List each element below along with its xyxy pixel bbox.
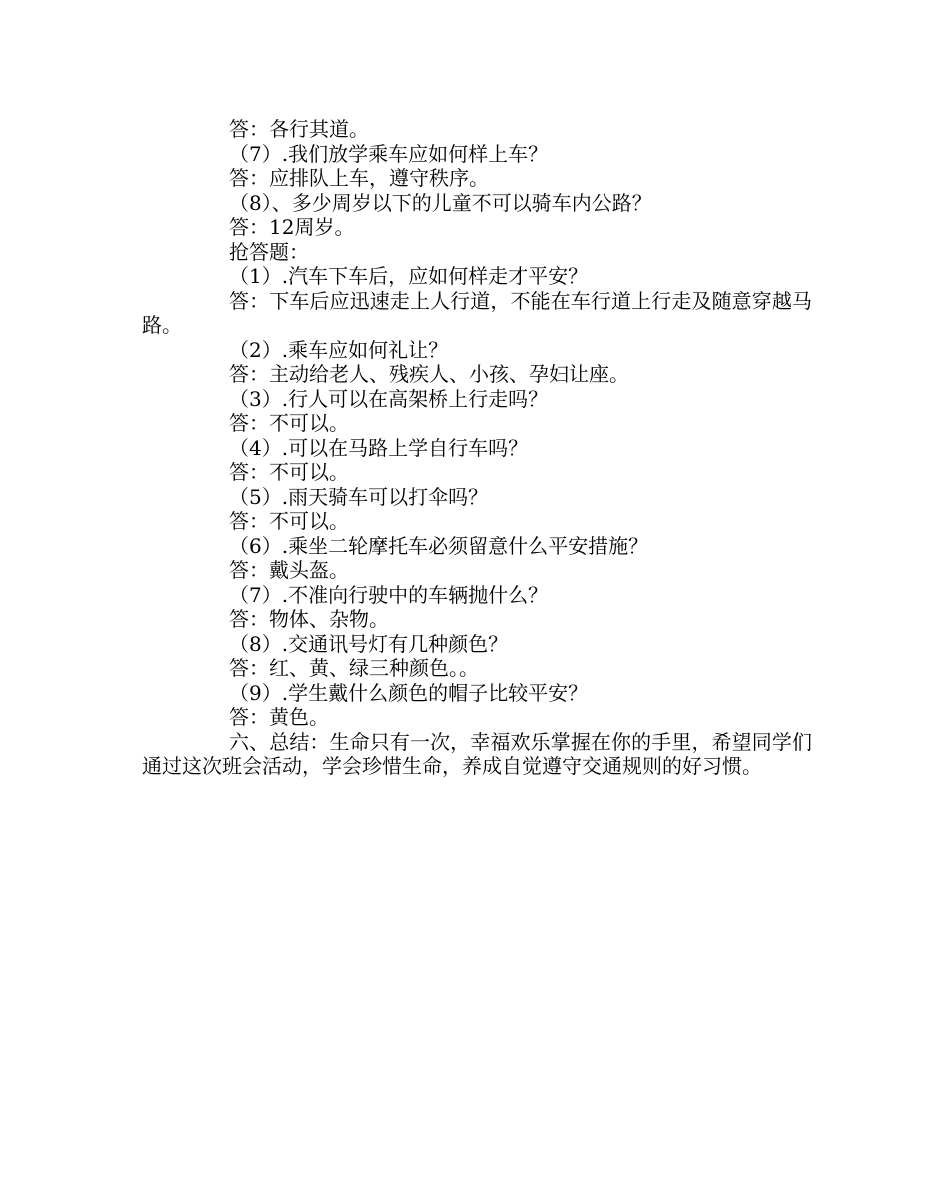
answer-line: 答：不可以。 — [229, 509, 349, 533]
section-heading: 抢答题： — [229, 239, 309, 264]
answer-line: 答：不可以。 — [229, 411, 349, 435]
answer-line: 答：不可以。 — [229, 460, 349, 484]
question-line: （9）.学生戴什么颜色的帽子比较平安？ — [229, 680, 589, 705]
question-line: （5）.雨天骑车可以打伞吗？ — [229, 484, 489, 509]
answer-line: 答：各行其道。 — [229, 117, 369, 141]
question-line: （4）.可以在马路上学自行车吗？ — [229, 435, 529, 460]
question-line: （6）.乘坐二轮摩托车必须留意什么平安措施？ — [229, 533, 649, 558]
answer-paragraph: 答：下车后应迅速走上人行道，不能在车行道上行走及随意穿越马路。 — [142, 288, 812, 337]
question-line: （8）、多少周岁以下的儿童不可以骑车内公路？ — [229, 190, 652, 215]
answer-line: 答：主动给老人、残疾人、小孩、孕妇让座。 — [229, 362, 629, 386]
question-line: （8）.交通讯号灯有几种颜色？ — [229, 631, 509, 656]
answer-line: 答：戴头盔。 — [229, 558, 349, 582]
question-line: （7）.不准向行驶中的车辆抛什么？ — [229, 582, 549, 607]
question-line: （1）.汽车下车后，应如何样走才平安？ — [229, 264, 589, 288]
question-line: （7）.我们放学乘车应如何样上车？ — [229, 141, 549, 166]
question-line: （3）.行人可以在高架桥上行走吗？ — [229, 386, 549, 411]
answer-line: 答：黄色。 — [229, 705, 329, 729]
answer-line: 答：红、黄、绿三种颜色。。 — [229, 656, 479, 680]
question-line: （2）.乘车应如何礼让？ — [229, 337, 449, 362]
summary-paragraph: 六、总结：生命只有一次，幸福欢乐掌握在你的手里，希望同学们通过这次班会活动，学会珍惜生命，养成自觉遵守交通规则的好习惯。 — [142, 729, 812, 778]
document-page — [142, 117, 812, 779]
answer-line: 答：12周岁。 — [229, 215, 355, 239]
answer-line: 答：应排队上车，遵守秩序。 — [229, 166, 489, 190]
answer-line: 答：物体、杂物。 — [229, 607, 389, 631]
